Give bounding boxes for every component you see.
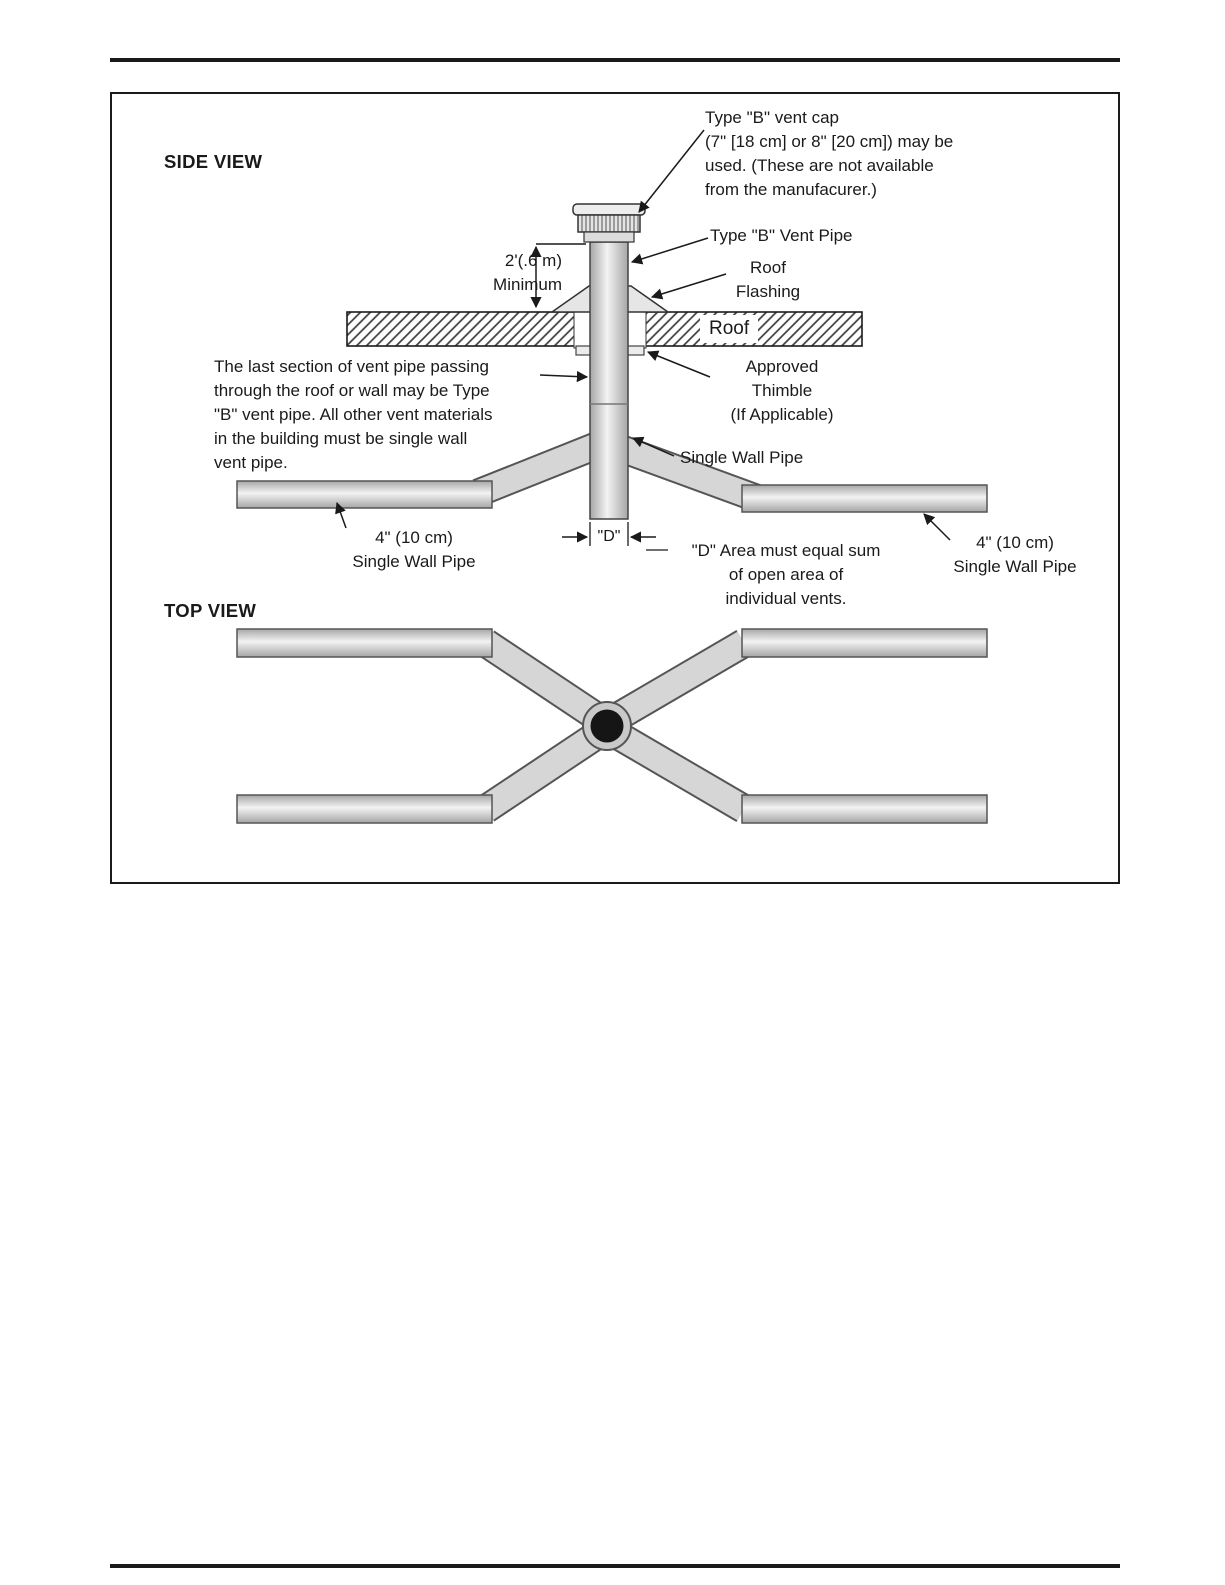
min-height-label <box>462 249 562 297</box>
d-dimension-label: "D" <box>597 528 621 545</box>
top-view-right-lower-pipe <box>742 795 987 823</box>
top-view-right-upper-pipe <box>742 629 987 657</box>
left-horizontal-pipe <box>237 481 492 508</box>
page-top-rule <box>110 58 1120 62</box>
note-line: "B" vent pipe. All other vent materials <box>214 405 493 424</box>
side-view-title: SIDE VIEW <box>164 151 263 172</box>
top-left-diagonal <box>486 643 600 719</box>
top-view-left-upper-pipe <box>237 629 492 657</box>
top-right-diagonal <box>614 643 744 719</box>
note-line: Minimum <box>493 275 562 294</box>
note-line: 4" (10 cm) <box>976 533 1054 552</box>
note-line: 4" (10 cm) <box>375 528 453 547</box>
note-line: The last section of vent pipe passing <box>214 357 489 376</box>
note-line: individual vents. <box>725 589 847 608</box>
note-line: of open area of <box>728 565 844 584</box>
vent-cap-note <box>705 106 953 202</box>
center-vent-opening <box>591 710 624 743</box>
bottom-left-diagonal <box>486 733 600 809</box>
note-line: Approved <box>745 357 819 376</box>
note-line: from the manufacurer.) <box>705 180 877 199</box>
note-line: "D" Area must equal sum <box>691 541 881 560</box>
roof-label: Roof <box>700 315 758 343</box>
last-section-note <box>214 355 493 475</box>
left-branch-pipe <box>478 442 606 493</box>
note-line: (7" [18 cm] or 8" [20 cm]) may be <box>705 132 954 151</box>
note-line: in the building must be single wall <box>214 429 468 448</box>
vent-pipe-label: Type "B" Vent Pipe <box>710 226 853 245</box>
thimble-label <box>712 355 852 427</box>
venting-diagram-art <box>112 94 1118 882</box>
note-line: vent pipe. <box>214 453 288 472</box>
bottom-right-diagonal <box>614 733 744 809</box>
top-view-drawing <box>237 629 987 823</box>
note-line: (If Applicable) <box>730 405 834 424</box>
vent-cap <box>573 204 645 242</box>
note-line: 2'(.6 m) <box>504 251 562 270</box>
venting-diagram-box <box>110 92 1120 884</box>
note-line: Single Wall Pipe <box>953 557 1077 576</box>
top-view-left-lower-pipe <box>237 795 492 823</box>
roof-flashing-label <box>708 256 828 304</box>
single-wall-pipe-label: Single Wall Pipe <box>680 448 804 467</box>
note-line: used. (These are not available <box>705 156 934 175</box>
d-area-note <box>670 539 902 611</box>
note-line: Type "B" vent cap <box>705 108 839 127</box>
left-pipe-label <box>334 526 494 574</box>
note-line: Thimble <box>751 381 813 400</box>
note-line: Single Wall Pipe <box>352 552 476 571</box>
page-bottom-rule <box>110 1564 1120 1568</box>
right-horizontal-pipe <box>742 485 987 512</box>
right-pipe-label <box>935 531 1095 579</box>
note-line: Roof <box>750 258 786 277</box>
vertical-vent-pipe <box>590 242 628 519</box>
note-line: through the roof or wall may be Type <box>214 381 490 400</box>
top-view-title: TOP VIEW <box>164 600 257 621</box>
note-line: Flashing <box>735 282 801 301</box>
